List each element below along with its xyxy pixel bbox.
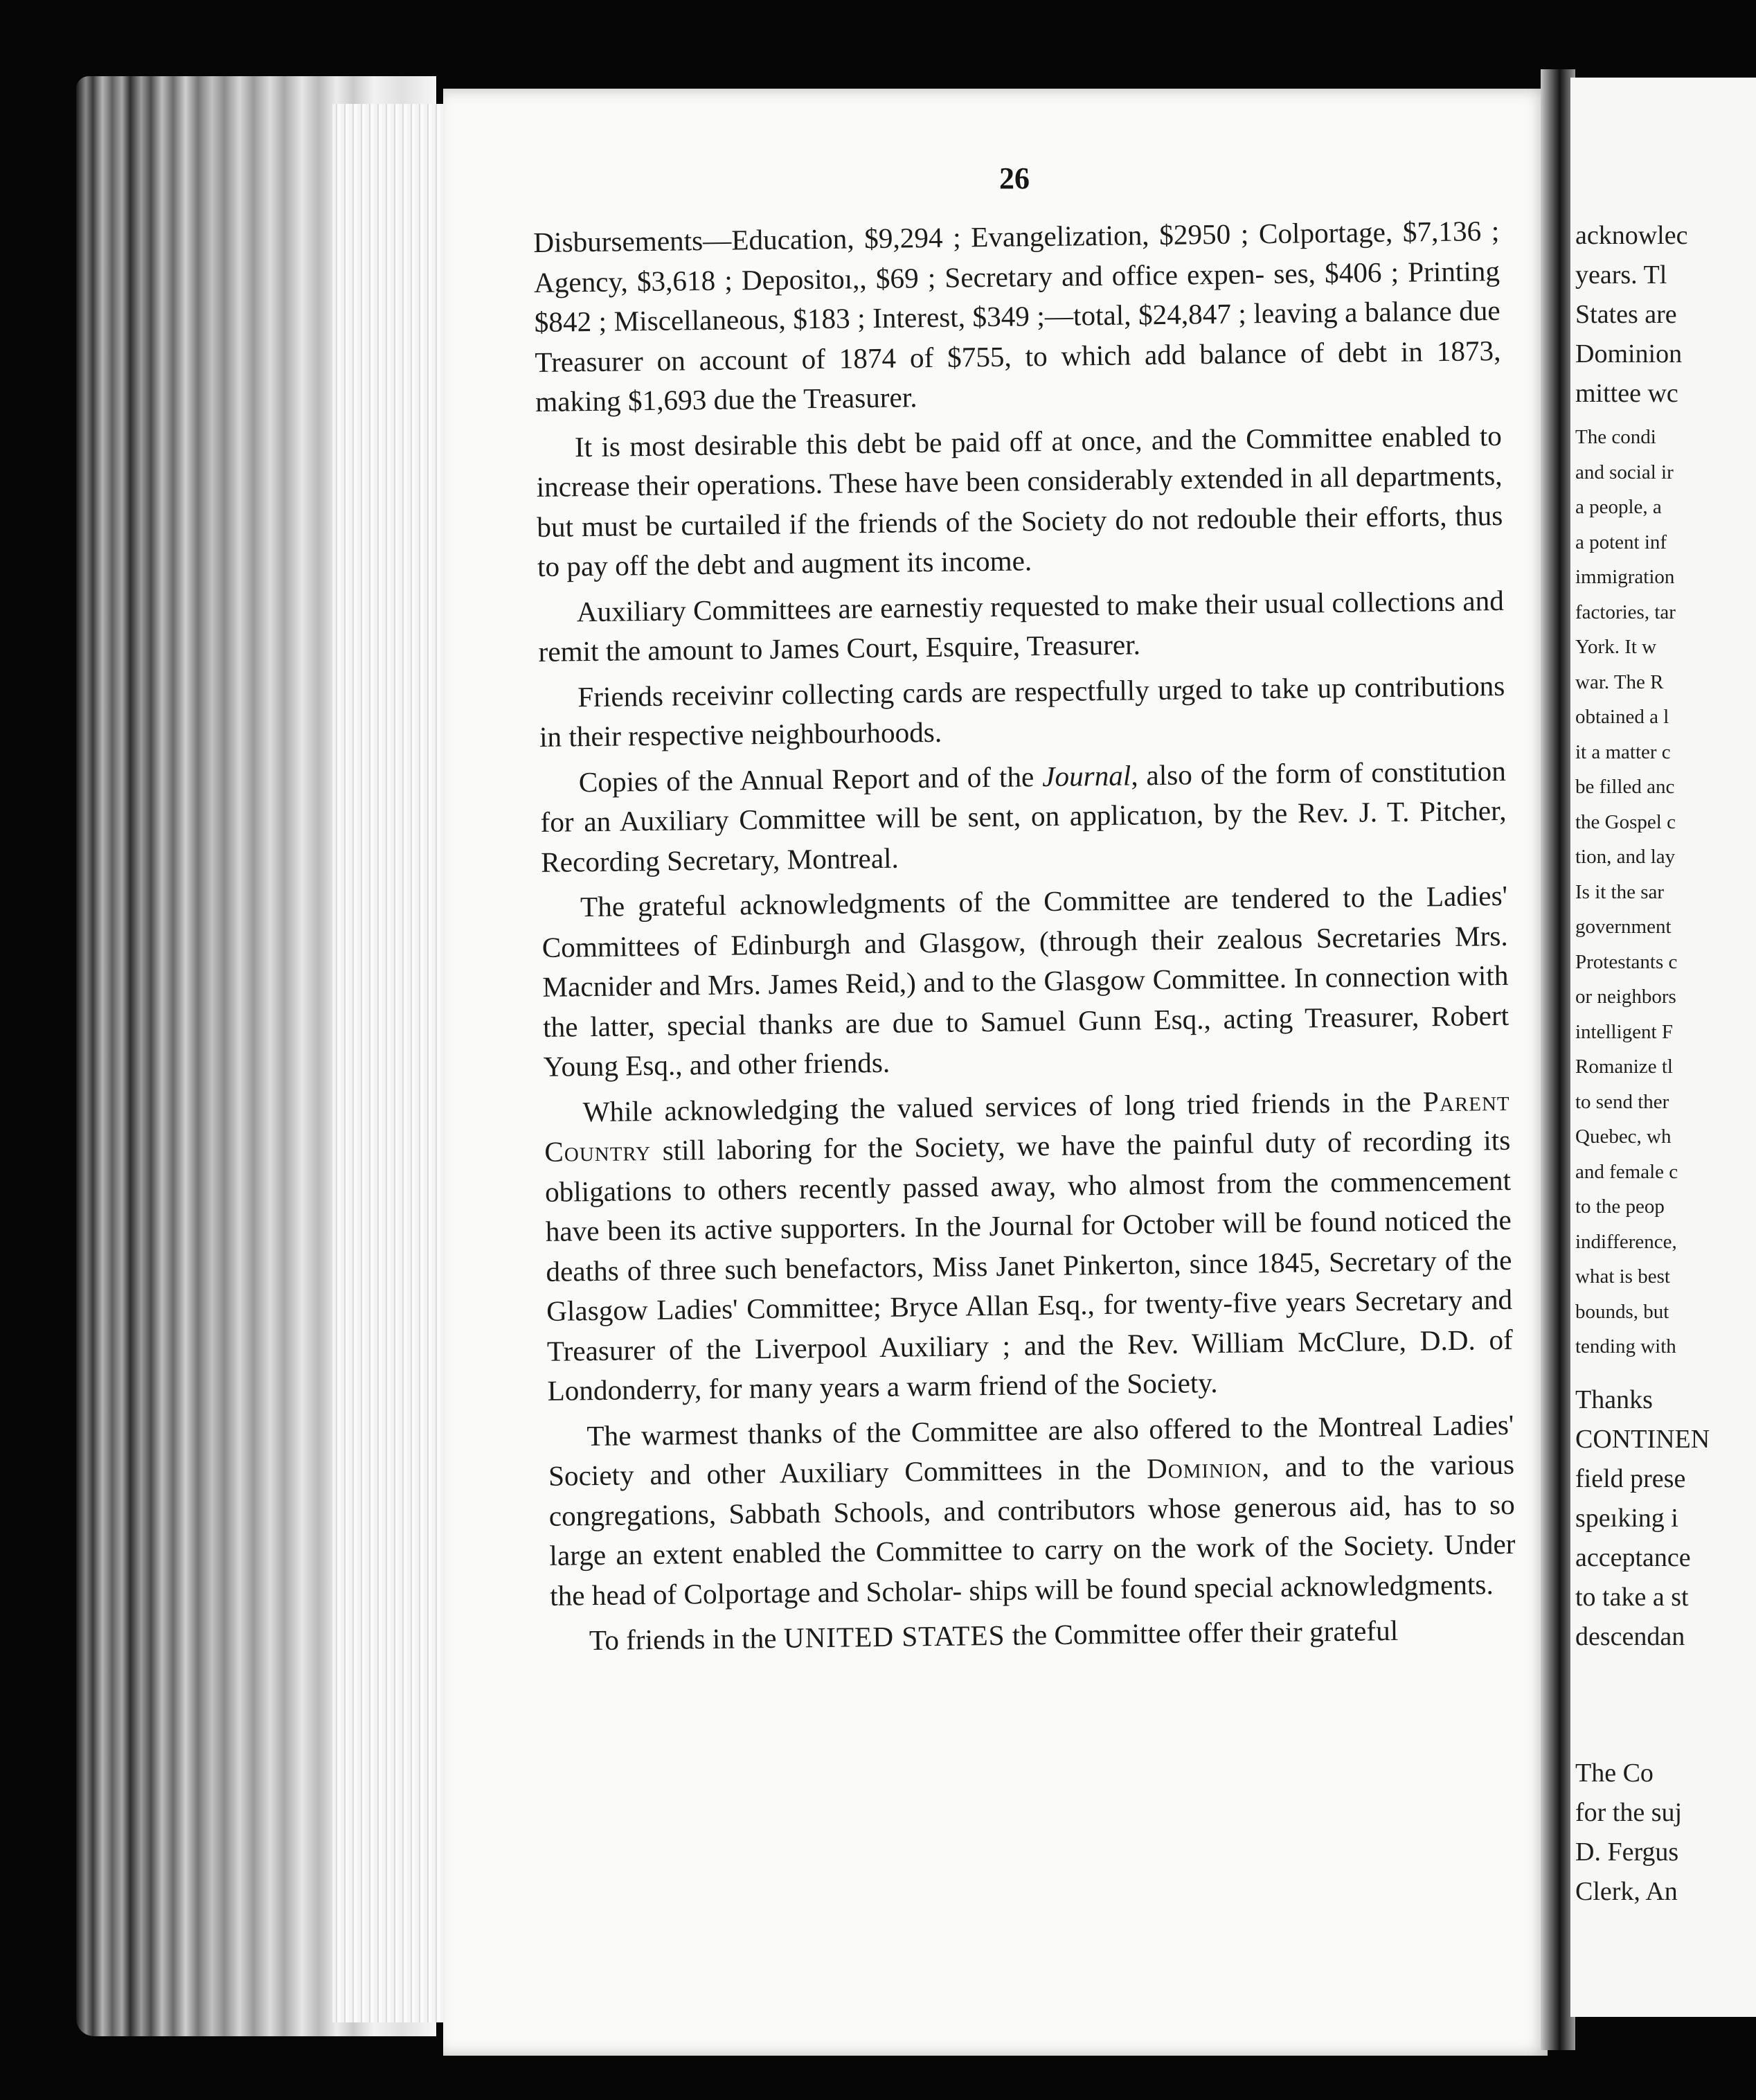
text-run: While acknowledging the valued services of long tried friends in the xyxy=(582,1085,1424,1128)
right-page-line: Protestants c xyxy=(1575,950,1678,973)
right-page-line: or neighbors xyxy=(1575,986,1676,1008)
right-page-line: bounds, but xyxy=(1575,1300,1669,1323)
right-page-line: States are xyxy=(1575,300,1677,329)
text-run: Copies of the Annual Report and of the xyxy=(578,760,1043,798)
right-page-line: CONTINEN xyxy=(1575,1424,1710,1454)
paragraph-collecting-cards: Friends receivinr collecting cards are respectfully urged to take up contributions in their respective neighbourhoods. xyxy=(539,669,1505,753)
right-page-line: for the suj xyxy=(1575,1797,1683,1827)
paragraph-acknowledgments: The grateful acknowledgments of the Committee are tendered to the Ladies' Committees of Edinburgh and Glasgow, (through their zealous Secretaries Mrs. Macnider and Mrs. James Reid,) and to the Glasgow Committee. In connection with the latter, special thanks are due to Samuel Gunn Esq., acting Treasurer, Robert Young Esq., and other friends. xyxy=(541,879,1509,1083)
paragraph-disbursements: Disbursements—Education, $9,294 ; Evangelization, $2950 ; Colportage, $7,136 ; Agency, $3,618 ; Depositoı,, $69 ; Secretary and office expen- ses, $406 ; Printing $842 ; Miscellaneous, $183 ; Interest, $349 ;—total, $24,847 ; leaving a balance due Treasurer on account of 1874 of $755, to which add balance of debt in 1873, making $1,693 due the Treasurer. xyxy=(533,214,1501,418)
paragraph-united-states xyxy=(550,1610,1517,1662)
text-run: , and to the various congregations, Sabbath Schools, and contributors whose generous aid, has to so large an extent enabled the Committee to carry on the work of the Society. Under the head of Colportage and Scholar- ships will be found special acknowledgments. xyxy=(548,1448,1516,1612)
right-page-line: The Co xyxy=(1575,1758,1654,1788)
right-page-line: factories, tar xyxy=(1575,600,1676,623)
right-page-line: The condi xyxy=(1575,426,1656,448)
right-page-line: York. It w xyxy=(1575,636,1657,658)
right-page-line: field prese xyxy=(1575,1463,1686,1493)
right-page-line: a people, a xyxy=(1575,496,1662,518)
text-run: , also of the form of constitution for an Auxiliary Committee will be sent, on applicatıon, by the Rev. J. T. Pitcher, Recording Secretary, Montreal. xyxy=(540,754,1507,878)
right-page-line: Quebec, wh xyxy=(1575,1125,1672,1148)
right-page-line: be filled anc xyxy=(1575,776,1675,798)
right-page-line: a potent inf xyxy=(1575,531,1667,553)
right-page-line: speıking i xyxy=(1575,1503,1678,1533)
small-caps-run: Dominion xyxy=(1146,1451,1262,1485)
right-page-line: Is it the sar xyxy=(1575,880,1665,903)
right-page-line: and social ir xyxy=(1575,461,1674,483)
paragraph-auxiliary: Auxiliary Committees are earnestiy requested to make their usual collections and remit the amount to James Court, Esquire, Treasurer. xyxy=(538,584,1505,668)
right-page-line: it a matter c xyxy=(1575,740,1671,763)
caps-run: UNITED STATES xyxy=(783,1619,1005,1654)
right-page-line: Dominion xyxy=(1575,339,1683,368)
right-page-line: tending with xyxy=(1575,1335,1676,1358)
right-page-line: war. The R xyxy=(1575,670,1664,693)
right-page-line: years. Tl xyxy=(1575,260,1667,290)
right-page-line: indifference, xyxy=(1575,1230,1677,1253)
right-page-line: D. Fergus xyxy=(1575,1837,1679,1867)
text-run: The warmest thanks of the Committee are also offered to the Montreal Ladies' Society and other Auxiliary Committees in the xyxy=(548,1408,1514,1492)
right-page-line: to take a st xyxy=(1575,1582,1689,1612)
right-page-line: government xyxy=(1575,916,1672,938)
paragraph-parent-country xyxy=(544,1080,1514,1411)
right-page-line: mittee wc xyxy=(1575,379,1678,408)
right-page-line: intelligent F xyxy=(1575,1020,1673,1043)
paragraph-dominion xyxy=(548,1405,1516,1616)
right-page-line: Clerk, An xyxy=(1575,1876,1678,1906)
right-page-line: tion, and lay xyxy=(1575,846,1676,868)
body-text xyxy=(533,211,1516,1666)
right-page-line: Thanks xyxy=(1575,1385,1653,1414)
text-run: still laboring for the Society, we have the painful duty of recording its obligations to others recently passed away, who almost from the commencement have been its active supporters. In the Journal for October will be found noticed the deaths of three such benefactors, Miss Janet Pinkerton, since 1845, Secretary of the Glasgow Ladies' Committee; Bryce Allan Esq., for twenty-five years Secretary and Treasurer of the Liverpool Auxiliary ; and the Rev. William McClure, D.D. of Londonderry, for many years a warm friend of the Society. xyxy=(544,1123,1514,1407)
right-page-line: acknowlec xyxy=(1575,221,1688,250)
page-number: 26 xyxy=(999,161,1030,195)
right-page-line: and female c xyxy=(1575,1160,1678,1183)
right-page-line: what is best xyxy=(1575,1265,1670,1288)
small-caps-run: Parent Country xyxy=(544,1084,1510,1168)
right-page-line: Romanize tl xyxy=(1575,1056,1673,1078)
journal-title: Journal xyxy=(1041,759,1131,792)
text-run: To friends in the xyxy=(589,1621,785,1657)
text-run: the Committee offer their grateful xyxy=(1005,1614,1399,1651)
right-page-line: acceptance xyxy=(1575,1542,1691,1572)
right-page-line: to the peop xyxy=(1575,1195,1665,1218)
right-page-line: descendan xyxy=(1575,1621,1685,1651)
right-page-line: immigration xyxy=(1575,566,1675,588)
paragraph-copies xyxy=(540,751,1507,882)
right-page-line: to send ther xyxy=(1575,1090,1669,1113)
right-page-line: obtained a l xyxy=(1575,706,1669,728)
paragraph-debt: It is most desirable this debt be paid off at once, and the Committee enabled to increase their operations. These have been considerably extended in all departments, but must be curtailed if the friends of the Society do not redouble their efforts, thus to pay off the debt and augment its income. xyxy=(536,419,1503,582)
right-page-line: the Gospel c xyxy=(1575,810,1676,833)
